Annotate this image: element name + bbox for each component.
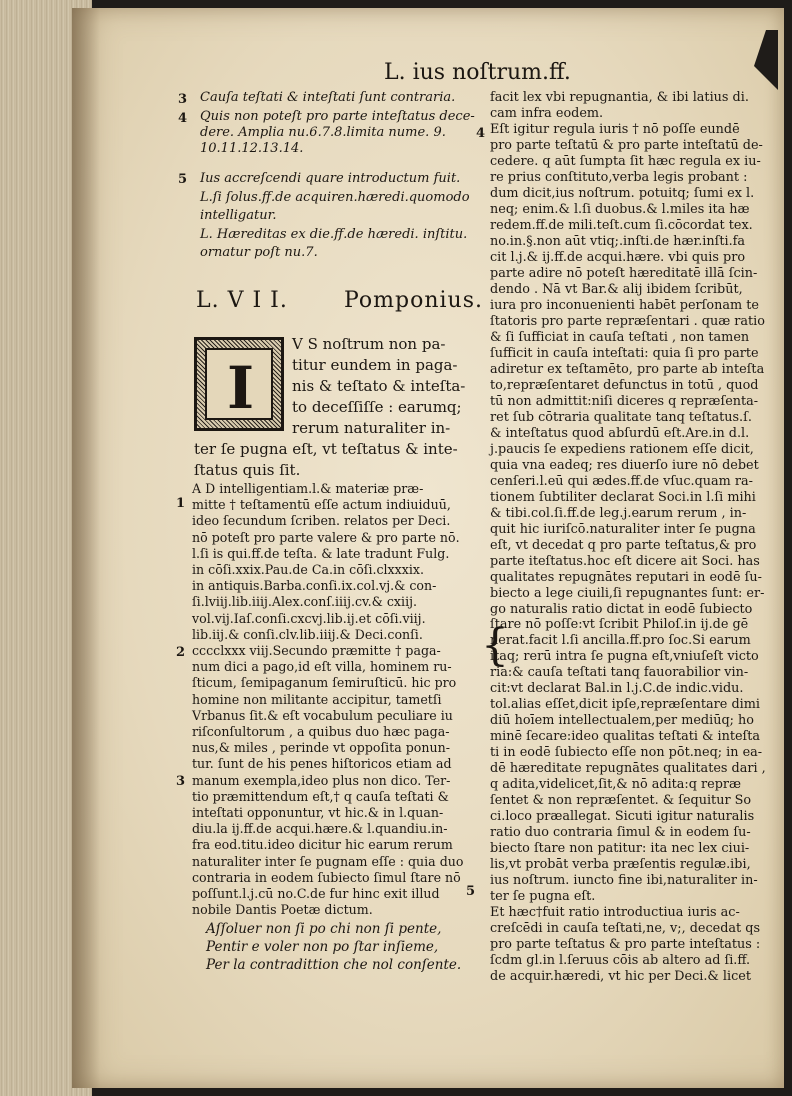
running-title: L. ius noſtrum.ff. bbox=[384, 60, 571, 85]
initial-letter: I bbox=[227, 354, 255, 422]
dante-verse: Aſſoluer non ſi po chi non ſi pente, Pentir e voler non po ſtar inſieme, Per la contradittion che nol conſente. bbox=[206, 921, 462, 973]
opening-text: V S noſtrum non pa- titur eundem in paga- nis & teſtato & inteſta- to deceſſiſſe : earumq; rerum naturaliter in- bbox=[292, 335, 466, 437]
margin-number: 5 bbox=[466, 884, 476, 899]
summary-number: 4 bbox=[178, 111, 188, 126]
margin-bracket: { bbox=[481, 620, 509, 671]
summary-number: 5 bbox=[178, 172, 188, 187]
section-author: Pomponius. bbox=[344, 288, 484, 313]
margin-number: 1 bbox=[176, 496, 186, 511]
summary-item: Cauſa teſtati & inteſtati ſunt contraria. bbox=[200, 90, 456, 105]
opening-text-continued: ter ſe pugna eſt, vt teſtatus & inte- ſtatus quis ſit. bbox=[194, 440, 458, 479]
decorated-initial bbox=[194, 337, 284, 431]
spine-shadow bbox=[72, 8, 100, 1088]
summary-item: Ius accreſcendi quare introductum fuit. L.ſi ſolus.ff.de acquiren.hæredi.quomodo intelligatur. L. Hæreditas ex die.ff.de hæredi. inſtitu. ornatur poſt nu.7. bbox=[200, 171, 470, 260]
margin-number: 3 bbox=[176, 774, 186, 789]
margin-number: 2 bbox=[176, 645, 186, 660]
right-column-body: facit lex vbi repugnantia, & ibi latius di. cam infra eodem. Eſt igitur regula iuris † nō poſſe eundē pro parte teſtatū & pro parte inteſtatū de- cedere. q aūt ſumpta ſit hæc regula ex iu- re prius conſtituto,verba legis probant : dum dicit,ius noſtrum. potuitq; ſumi ex l. neq; enim.& l.ſi duobus.& l.miles ita hæ redem.ff.de mili.teſt.cum ſi.cōcordat tex. no.in.§.non aūt vtiq;.inſti.de hær.inſti.fa cit l.j.& ij.ff.de acqui.hære. vbi quis pro parte adire nō poteſt hæreditatē illā ſcin- dendo . Nā vt Bar.& alij ibidem ſcribūt, iura pro inconuenienti habēt perſonam te ſtatoris pro parte repræſentari . quæ ratio & ſi ſufficiat in cauſa teſtati , non tamen ſufficit in cauſa inteſtati: quia ſi pro parte adiretur ex teſtamēto, pro parte ab inteſta to,repræſentaret defunctus in totū , quod tū non admittit:niſi diceres q repræſenta- ret ſub cōtraria qualitate tanq teſtatus.ſ. & inteſtatus quod abſurdū eſt.Are.in d.l. j.paucis ſe expediens rationem eſſe dicit, quia vna eadeq; res diuerſo iure nō debet cenſeri.l.eū qui ædes.ff.de vſuc.quam ra- tionem ſubtiliter declarat Soci.in l.ſi mihi & tibi.col.ſi.ff.de leg.j.earum rerum , in- quit hic iuriſcō.naturaliter inter ſe pugna eſt, vt decedat q pro parte teſtatus,& pro parte iteſtatus.hoc eſt dicere ait Soci. has qualitates repugnātes reputari in eodē ſu- biecto a lege ciuili,ſi repugnantes ſunt: er- go naturalis ratio dictat in eodē ſubiecto ſtare nō poſſe:vt ſcribit Philoſ.in ij.de gē nerat.facit l.ſi ancilla.ff.pro ſoc.Si earum itaq; rerū intra ſe pugna eſt,vniuſeſt victo ria:& cauſa teſtati tanq fauorabilior vin- cit:vt declarat Bal.in l.j.C.de indic.vidu. tol.alias eſſet,dicit ipſe,repræſentare dimi diū hoīem intellectualem,per mediūq; ho minē ſecare:ideo qualitas teſtati & inteſta ti in eodē ſubiecto eſſe non pōt.neq; in ea- dē hæreditate repugnātes qualitates dari , q adita,videlicet,ſit,& nō adita:q repræ ſentet & non repræſentet. & ſequitur So ci.loco præallegat. Sicuti igitur naturalis ratio duo contraria ſimul & in eodem ſu- biecto ſtare non patitur: ita nec lex ciui- lis,vt probāt verba præſentis regulæ.ibi, ius noſtrum. iuncto fine ibi,naturaliter in- ter ſe pugna eſt. Et hæc†fuit ratio introductiua iuris ac- creſcēdi in cauſa teſtati,ne, v;, decedat qs pro parte teſtatus & pro parte inteſtatus : ſcdm gl.in l.ſeruus cōis ab altero ad ſi.ff. de acquir.hæredi, vt hic per Deci.& licet bbox=[490, 90, 766, 985]
margin-number: 4 bbox=[476, 126, 486, 141]
left-column-body: A D intelligentiam.l.& materiæ præ- mitte † teſtamentū eſſe actum indiuiduū, ideo ſecundum ſcriben. relatos per Deci. nō poteſt pro parte valere & pro parte nō. l.ſi is qui.ff.de teſta. & late tradunt Fulg. in cōſi.xxix.Pau.de Ca.in cōſi.clxxxix. in antiquis.Barba.conſi.ix.col.vj.& con- ſi.lviij.lib.iiij.Alex.conſ.iiij.cv.& cxiij. vol.vij.Iaſ.conſi.cxcvj.lib.ij.et cōſi.viij. lib.iij.& conſi.clv.lib.iiij.& Deci.conſi. cccclxxx viij.Secundo præmitte † paga- num dici a pago,id eſt villa, hominem ru- ſticum, ſemipaganum ſemiruſticū. hic pro homine non militante accipitur, tametſi Vrbanus ſit.& eſt vocabulum peculiare iu riſconſultorum , a quibus duo hæc paga- nus,& miles , perinde vt oppoſita ponun- tur. ſunt de his penes hiſtoricos etiam ad manum exempla,ideo plus non dico. Ter- tio præmittendum eſt,† q cauſa teſtati & inteſtati opponuntur, vt hic.& in l.quan- diu.la ij.ff.de acqui.hære.& l.quandiu.in- fra eod.titu.ideo dicitur hic earum rerum naturaliter inter ſe pugnam eſſe : quia duo contraria in eodem ſubiecto ſimul ſtare nō poſſunt.l.j.cū no.C.de fur hinc exit illud nobile Dantis Poetæ dictum. bbox=[192, 481, 464, 918]
initial-frame bbox=[205, 348, 273, 420]
summary-item: Quis non poteſt pro parte inteſtatus dece- dere. Amplia nu.6.7.8.limita nume. 9. 10.11.12.13.14. bbox=[200, 109, 475, 157]
section-number: L. V I I. bbox=[196, 288, 288, 313]
summary-number: 3 bbox=[178, 92, 188, 107]
